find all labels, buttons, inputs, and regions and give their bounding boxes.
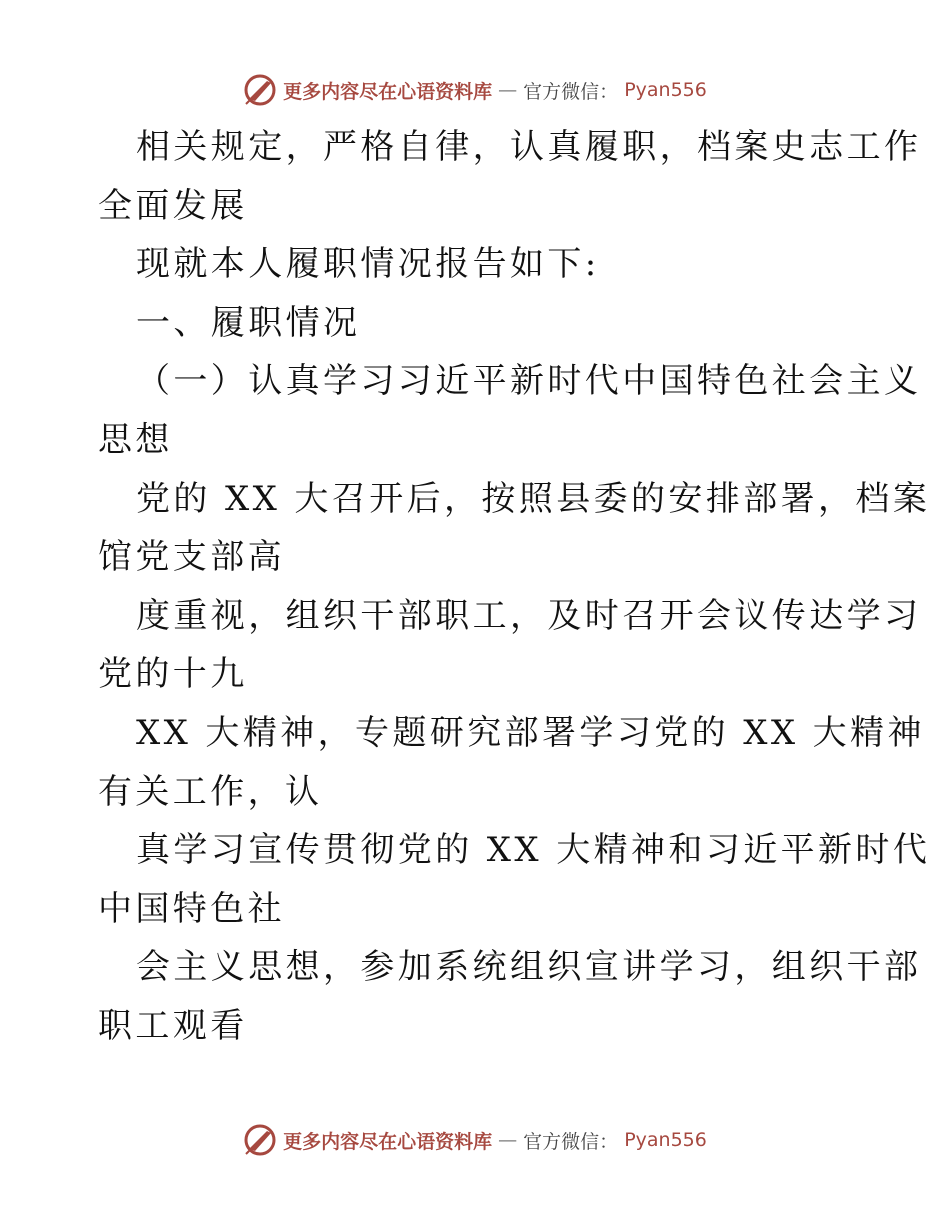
subsection-heading-cont: 思想: [98, 419, 173, 460]
separator: —: [498, 1129, 518, 1151]
body-line: 党的 XX 大召开后，按照县委的安排部署，档案: [136, 478, 931, 519]
wechat-label: 官方微信：: [523, 1130, 619, 1153]
separator: —: [498, 79, 518, 101]
footer-banner: [0, 1120, 950, 1160]
body-line: 全面发展: [98, 185, 248, 226]
wechat-id: Pyan556: [624, 1129, 707, 1151]
quill-pen-logo-icon: [243, 1123, 277, 1157]
body-line: XX 大精神，专题研究部署学习党的 XX 大精神: [136, 712, 925, 753]
body-line: 度重视，组织干部职工，及时召开会议传达学习: [136, 595, 922, 636]
body-line: 馆党支部高: [98, 537, 285, 578]
section-heading: 一、履职情况: [136, 302, 361, 343]
body-line: 党的十九: [98, 654, 248, 695]
body-line: 现就本人履职情况报告如下:: [136, 244, 600, 285]
body-line: 中国特色社: [98, 888, 285, 929]
promo-text: 更多内容尽在心语资料库: [283, 80, 493, 103]
body-line: 会主义思想，参加系统组织宣讲学习，组织干部: [136, 947, 922, 988]
wechat-id: Pyan556: [624, 79, 707, 101]
subsection-heading: （一）认真学习习近平新时代中国特色社会主义: [136, 361, 922, 402]
promo-text: 更多内容尽在心语资料库: [283, 1130, 493, 1153]
body-line: 真学习宣传贯彻党的 XX 大精神和习近平新时代: [136, 830, 931, 871]
body-line: 相关规定，严格自律，认真履职，档案史志工作: [136, 127, 922, 167]
quill-pen-logo-icon: [243, 73, 277, 107]
header-banner: [0, 70, 950, 110]
wechat-label: 官方微信：: [523, 80, 619, 103]
document-body: [98, 118, 931, 1056]
body-line: 职工观看: [98, 1005, 248, 1046]
body-line: 有关工作，认: [98, 771, 323, 812]
